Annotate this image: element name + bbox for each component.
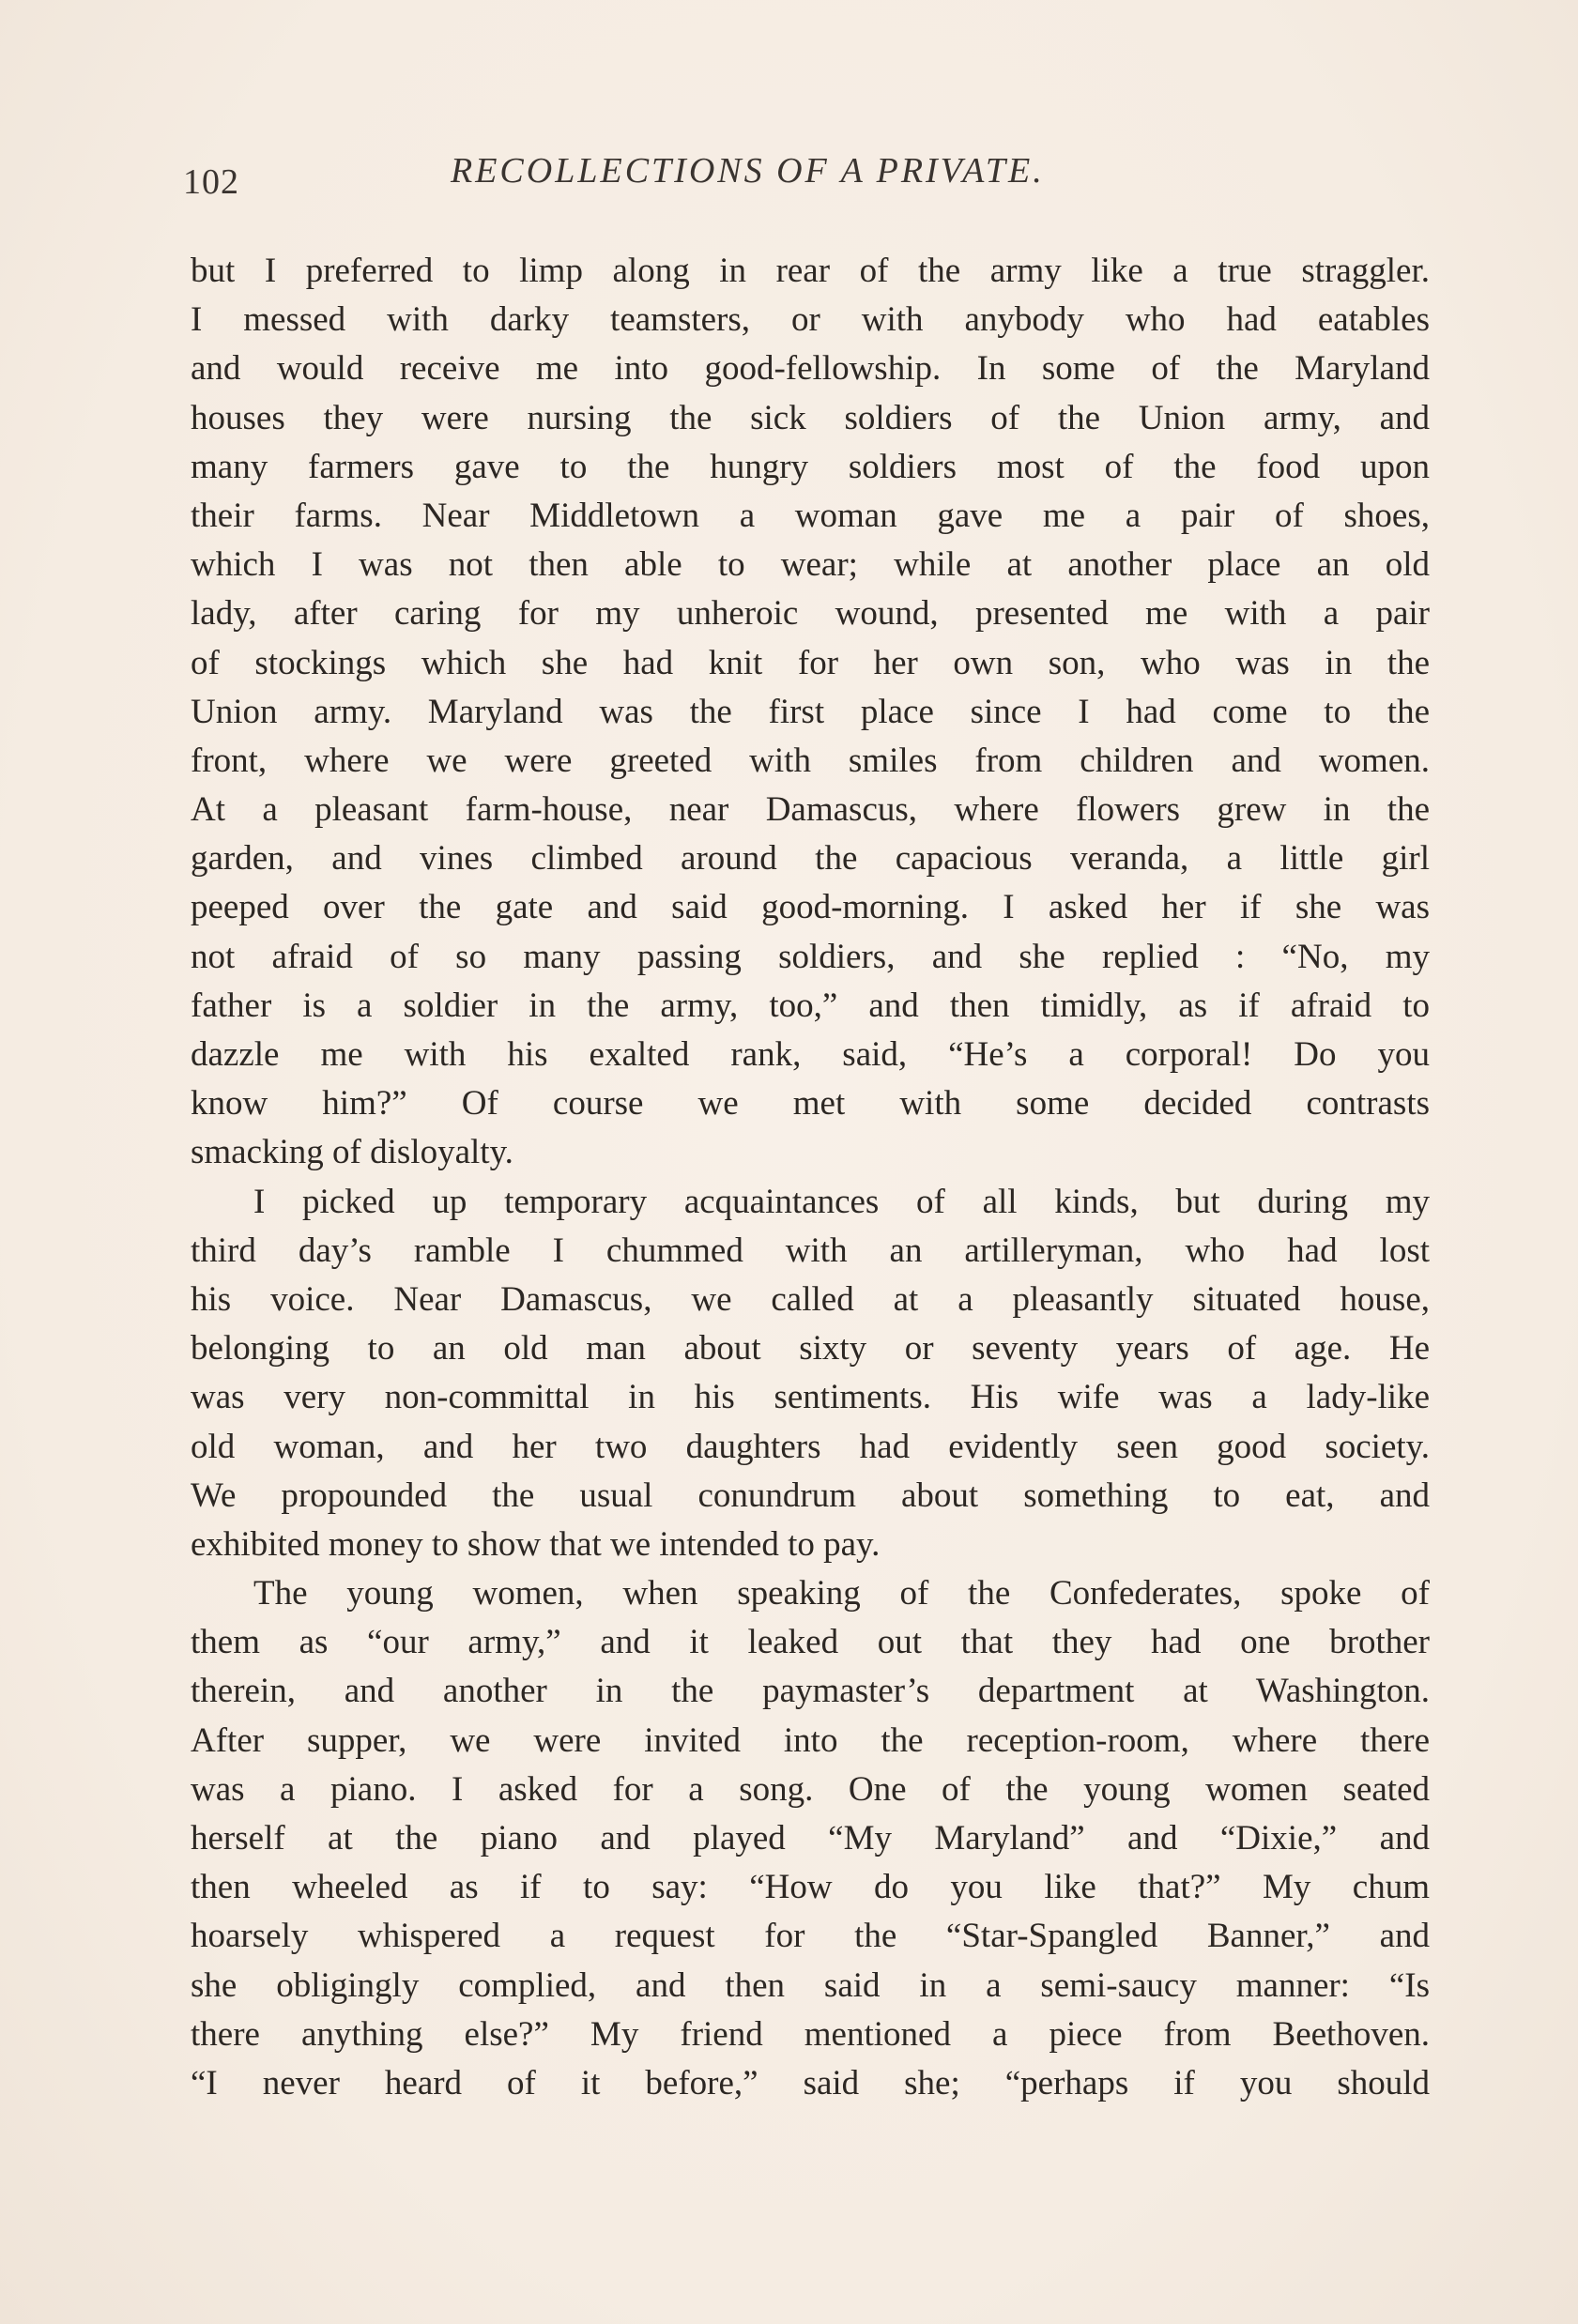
text-line: many farmers gave to the hungry soldiers most of the food upon — [191, 447, 1430, 486]
text-line: father is a soldier in the army, too,” and then timidly, as if afraid to — [191, 986, 1430, 1025]
text-line: garden, and vines climbed around the capacious veranda, a little girl — [191, 839, 1430, 879]
text-line: know him?” Of course we met with some decided contrasts — [191, 1084, 1430, 1124]
text-line: and would receive me into good-fellowship. In some of the Maryland — [191, 349, 1430, 389]
text-line: I messed with darky teamsters, or with anybody who had eatables — [191, 300, 1430, 340]
text-line: After supper, we were invited into the reception-room, where there — [191, 1720, 1430, 1760]
text-line: but I preferred to limp along in rear of the army like a true straggler. — [191, 252, 1430, 290]
text-line: peeped over the gate and said good-morning. I asked her if she was — [191, 888, 1430, 927]
text-line: old woman, and her two daughters had evidently seen good society. — [191, 1427, 1430, 1466]
text-line: The young women, when speaking of the Confederates, spoke of — [253, 1574, 1430, 1613]
text-line: there anything else?” My friend mentioned a piece from Beethoven. — [191, 2014, 1430, 2054]
text-line: “I never heard of it before,” said she; “perhaps if you should — [191, 2063, 1430, 2102]
paragraph-1 — [191, 247, 1430, 1178]
text-line: she obligingly complied, and then said in a semi-saucy manner: “Is — [191, 1965, 1430, 2005]
text-line: front, where we were greeted with smiles from children and women. — [191, 741, 1430, 780]
text-line: of stockings which she had knit for her own son, who was in the — [191, 643, 1430, 682]
text-line: therein, and another in the paymaster’s department at Washington. — [191, 1672, 1430, 1711]
text-line: houses they were nursing the sick soldiers of the Union army, and — [191, 398, 1430, 437]
text-line: their farms. Near Middletown a woman gave me a pair of shoes, — [191, 496, 1430, 535]
page-number: 102 — [183, 162, 239, 202]
page-header — [183, 150, 1432, 206]
text-line: We propounded the usual conundrum about something to eat, and — [191, 1475, 1430, 1515]
paragraph-3 — [191, 1569, 1430, 2108]
text-line: I picked up temporary acquaintances of all kinds, but during my — [253, 1182, 1430, 1221]
text-line: was a piano. I asked for a song. One of the young women seated — [191, 1769, 1430, 1809]
text-line: his voice. Near Damascus, we called at a pleasantly situated house, — [191, 1279, 1430, 1319]
text-line: which I was not then able to wear; while at another place an old — [191, 545, 1430, 585]
text-line: hoarsely whispered a request for the “Star-Spangled Banner,” and — [191, 1917, 1430, 1956]
text-line: not afraid of so many passing soldiers, and she replied : “No, my — [191, 937, 1430, 976]
text-line: lady, after caring for my unheroic wound, presented me with a pair — [191, 594, 1430, 634]
text-line: third day’s ramble I chummed with an artilleryman, who had lost — [191, 1231, 1430, 1270]
text-line: smacking of disloyalty. — [191, 1133, 513, 1172]
text-line: exhibited money to show that we intended to pay. — [191, 1524, 881, 1564]
text-line: then wheeled as if to say: “How do you like that?” My chum — [191, 1868, 1430, 1907]
text-line: was very non-committal in his sentiments. His wife was a lady-like — [191, 1378, 1430, 1417]
paragraph-2 — [191, 1178, 1430, 1570]
text-line: dazzle me with his exalted rank, said, “He’s a corporal! Do you — [191, 1035, 1430, 1074]
body-text — [191, 247, 1430, 2108]
text-line: herself at the piano and played “My Maryland” and “Dixie,” and — [191, 1819, 1430, 1858]
running-head: RECOLLECTIONS OF A PRIVATE. — [451, 151, 1045, 191]
text-line: Union army. Maryland was the first place since I had come to the — [191, 692, 1430, 731]
text-line: them as “our army,” and it leaked out that they had one brother — [191, 1623, 1430, 1662]
text-line: belonging to an old man about sixty or seventy years of age. He — [191, 1329, 1430, 1368]
text-line: At a pleasant farm-house, near Damascus, where flowers grew in the — [191, 790, 1430, 830]
